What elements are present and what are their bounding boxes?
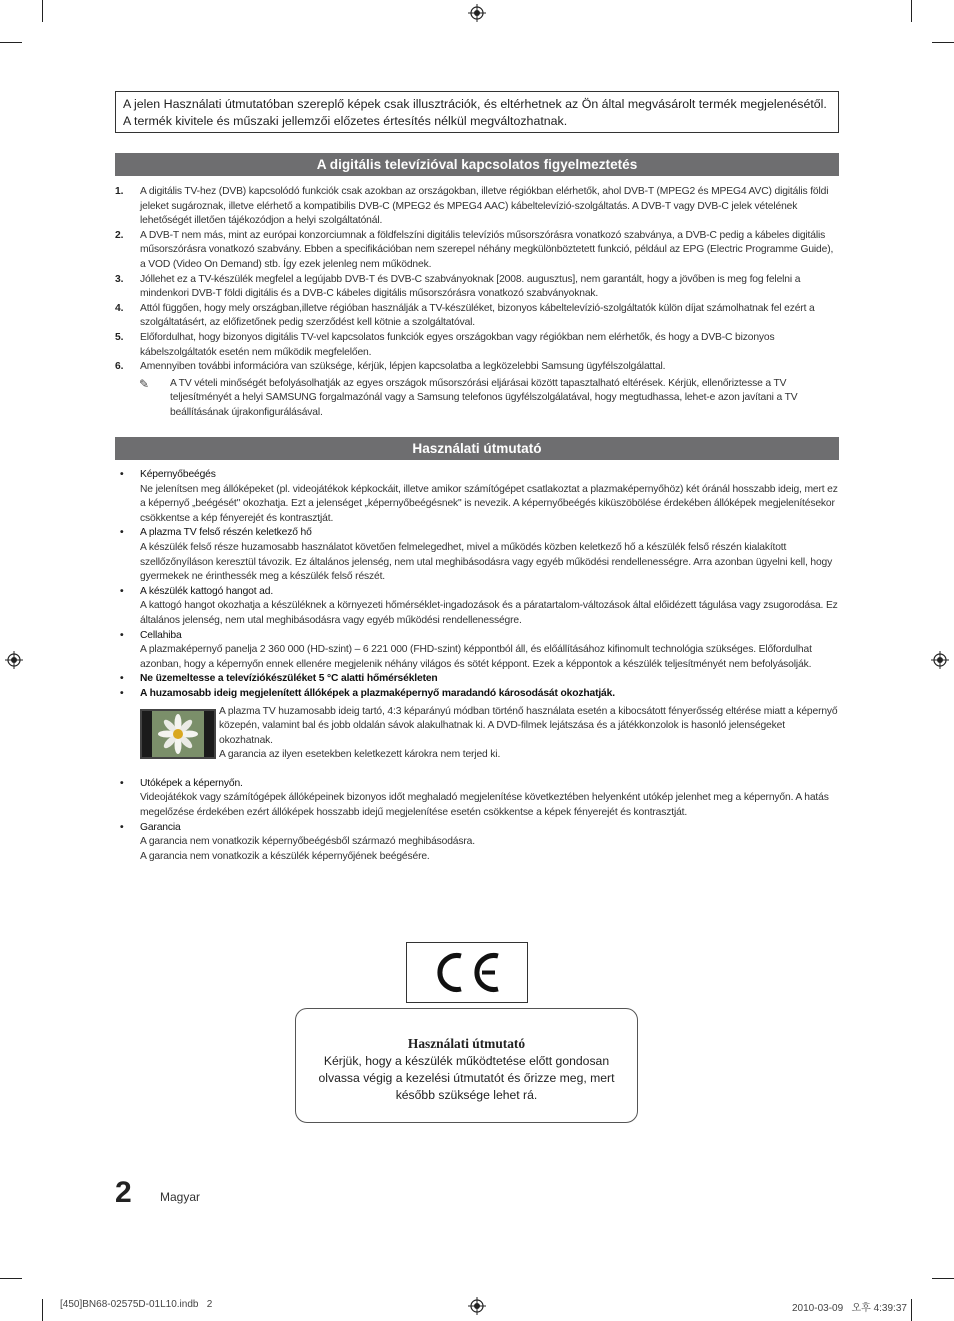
list-item — [115, 687, 839, 702]
manual-info-box — [295, 1008, 638, 1123]
tv-screen-illustration — [140, 709, 216, 759]
bullet-icon: • — [120, 469, 124, 480]
info-box-body: Kérjük, hogy a készülék működtetése előtt gondosan olvassa végig a kezelési útmutatót és őrizze meg, mert később szüksége lehet rá. — [318, 1054, 615, 1102]
footer-timestamp: 2010-03-09 오후 4:39:37 — [792, 1303, 907, 1314]
burn-in-illustration-row — [115, 705, 839, 763]
list-item — [115, 629, 839, 673]
pencil-note-icon: ✎ — [139, 376, 149, 391]
bullet-icon: • — [120, 629, 124, 641]
reception-note — [115, 377, 839, 421]
item-text: Jóllehet ez a TV-készülék megfelel a legújabb DVB-T és DVB-C szabványoknak [2008. augusztus], nem garantált, hogy a jövőben is meg fog felelni a mindenkori DVB-T földi digitális és a DVB-C kábeles digitális műsorszórásra vonatkozó szabványoknak. — [140, 273, 801, 300]
page-language: Magyar — [160, 1190, 201, 1204]
registration-mark-icon — [5, 651, 23, 669]
bullet-icon: • — [120, 527, 124, 539]
list-item — [115, 468, 839, 526]
crop-mark — [0, 42, 22, 43]
item-number: 5. — [115, 331, 124, 343]
item-text: Előfordulhat, hogy bizonyos digitális TV-vel kapcsolatos funkciók egyes országokban vagy régiókban nem elérhetők, és hogy a DVB-C bizonyos kábelszolgáltatók esetén nem működik megfelelően. — [140, 331, 775, 358]
item-number: 6. — [115, 361, 124, 373]
footer-file-info: [450]BN68-02575D-01L10.indb 2 — [60, 1299, 213, 1310]
illustration-caption: A plazma TV huzamosabb ideig tartó, 4:3 képarányú módban történő használata esetén a kibocsátott fényerősség eltérése miatt a képernyő közepén, valamint bal és jobb oldalán sávok alakulhatnak ki. A DVD-filmek lejátszása és a játékkonzolok is hasonló jelenségeket okozhatnak. — [219, 705, 838, 746]
registration-mark-icon — [468, 1297, 486, 1315]
item-number: 3. — [115, 273, 124, 285]
item-text: A DVB-T nem más, mint az európai konzorciumnak a földfelszíni digitális televíziós műsorszórásra vonatkozó szabványa, a DVB-C pedig a kábeles digitális műsorszórásra vonatkozó szabvány. Ebben a specifikációban nem szerepel néhány megkülönböztetett funkció, például az EPG (Electric Programme Guide), a VOD (Video On Demand) stb. Így ezek jelenleg nem működnek. — [140, 229, 834, 270]
item-number: 1. — [115, 186, 124, 197]
note-text: A TV vételi minőségét befolyásolhatják az egyes országok műsorszórási eljárásai között tapasztalható eltérések. Kérjük, ellenőriztesse a TV teljesítményét a helyi SAMSUNG forgalmazónál vagy a Samsung telefonos ügyfélszolgálatával, hogy megtudhassa, lehet-e azon javítani a TV beállításának újrakonfigurálásával. — [170, 377, 798, 418]
crop-mark — [911, 0, 912, 22]
bullet-icon: • — [120, 673, 124, 685]
digital-tv-notice-list — [115, 185, 839, 421]
bullet-icon: • — [120, 821, 124, 833]
item-title: Ne üzemeltesse a televíziókészüléket 5 °C alatti hőmérsékleten — [140, 673, 438, 685]
item-text: A garancia nem vonatkozik képernyőbeégésből származó meghibásodásra. A garancia nem vonatkozik a készülék képernyőjének beégésére. — [140, 836, 475, 862]
flower-image-icon — [142, 711, 214, 757]
list-item — [115, 526, 839, 584]
list-item — [115, 672, 839, 687]
list-item — [115, 273, 839, 302]
item-text: Attól függően, hogy mely országban,illetve régióban használják a TV-készüléket, bizonyos kábeltelevízió-szolgáltatók külön díjat számolhatnak fel ezért a szolgáltatásért, az előfizetőnek pedig szerződést kell kötnie a szolgáltatóval. — [140, 302, 815, 329]
item-text: Ne jelenítsen meg állóképeket (pl. videojátékok képkockáit, illetve amikor számítógépet csatlakoztat a plazmaképernyőhöz) két óránál hosszabb ideig, mert ez a képernyő „beégését" okozhatja. Ezt a jelenséget „képernyőbeégésnek" is nevezik. A képernyőbeégés kiküszöbölése érdekében állóképek megjelenítésekor csökkentse a kép fényerejét és kontrasztját. — [140, 483, 838, 524]
item-title: Cellahiba — [140, 629, 182, 641]
crop-mark — [932, 1278, 954, 1279]
bullet-icon: • — [120, 687, 124, 699]
crop-mark — [911, 1299, 912, 1321]
list-item — [115, 302, 839, 331]
usage-bullet-list — [115, 468, 839, 864]
item-number: 4. — [115, 302, 124, 314]
item-text: A kattogó hangot okozhatja a készüléknek a környezeti hőmérséklet-ingadozások és a páratartalom-változások által előidézett tágulása vagy zsugorodása. Ez általános jelenség, nem utal meghibásodásra vagy egyéb működési rendellenességre. — [140, 600, 838, 626]
crop-mark — [932, 42, 954, 43]
page-number: 2 — [115, 1176, 132, 1209]
bullet-icon: • — [120, 585, 124, 597]
item-title: A plazma TV felső részén keletkező hő — [140, 527, 312, 539]
list-item — [115, 229, 839, 273]
item-title: A huzamosabb ideig megjelenített állóképek a plazmaképernyő maradandó károsodását okozhatják. — [140, 687, 615, 699]
crop-mark — [42, 0, 43, 22]
item-text: A plazmaképernyő panelja 2 360 000 (HD-szint) – 6 221 000 (FHD-szint) képpontból áll, és előállításához kifinomult technológia szükséges. Előfordulhat azonban, hogy a képernyőn ennek ellenére megjelenik néhány világos és sötét képpont. Ezek a képpontok a készülék teljesítményét nem befolyásolják. — [140, 644, 812, 670]
item-title: Utóképek a képernyőn. — [140, 777, 243, 789]
item-title: Garancia — [140, 821, 181, 833]
item-title: A készülék kattogó hangot ad. — [140, 585, 274, 597]
list-item — [115, 331, 839, 360]
warranty-caption: A garancia az ilyen esetekben keletkezett károkra nem terjed ki. — [219, 749, 501, 761]
registration-mark-icon — [468, 4, 486, 22]
bullet-icon: • — [120, 777, 124, 789]
ce-mark — [406, 942, 528, 1003]
intro-notice: A jelen Használati útmutatóban szereplő képek csak illusztrációk, és eltérhetnek az Ön által megvásárolt termék megjelenésétől. A termék kivitele és műszaki jellemzői előzetes értesítés nélkül megváltozhatnak. — [115, 91, 839, 133]
registration-mark-icon — [931, 651, 949, 669]
list-item — [115, 360, 839, 375]
section-header-usage: Használati útmutató — [115, 437, 839, 460]
list-item — [115, 821, 839, 865]
crop-mark — [0, 1278, 22, 1279]
item-text: Videojátékok vagy számítógépek állóképeinek bizonyos időt meghaladó megjelenítése következtében helyenként utókép jelenhet meg a képernyőn. A hatás megelőzése érdekében ezért állóképek hosszabb idejű megjelenítése esetén csökkentse a képek fényerejét és kontrasztját. — [140, 792, 829, 819]
item-text: A digitális TV-hez (DVB) kapcsolódó funkciók csak azokban az országokban, illetve régiókban elérhetők, ahol DVB-T (MPEG2 és MPEG4 AVC) digitális földi jeleket sugároznak, illetve elérhető a kompatibilis DVB-C (MPEG2 és MPEG4 AAC) kábeltelevízió-szolgáltatás. A DVB-T vagy DVB-C jelek vételének lehetőségét illetően tájékozódjon a helyi szolgáltatónál. — [140, 186, 829, 227]
info-box-title: Használati útmutató — [407, 1036, 526, 1051]
list-item — [115, 585, 839, 629]
ce-logo-icon — [407, 943, 527, 1002]
list-item — [115, 185, 839, 229]
item-text: Amennyiben további információra van szüksége, kérjük, lépjen kapcsolatba a legközelebbi Samsung ügyfélszolgálattal. — [140, 361, 666, 373]
item-title: Képernyőbeégés — [140, 469, 216, 480]
section-header-digital-tv: A digitális televízióval kapcsolatos figyelmeztetés — [115, 153, 839, 176]
item-text: A készülék felső része huzamosabb használatot követően felmelegedhet, mivel a működés közben keletkező hő a készülék felső részén kialakított szellőzőnyíláson keresztül távozik. Ez általános jelenség, nem utal meghibásodásra vagy egyéb működési rendellenességre. Arra azonban ügyelni kell, hogy gyermekek ne érinthessék meg a készülék felső részét. — [140, 541, 833, 583]
list-item — [115, 777, 839, 821]
crop-mark — [42, 1299, 43, 1321]
item-number: 2. — [115, 229, 124, 241]
